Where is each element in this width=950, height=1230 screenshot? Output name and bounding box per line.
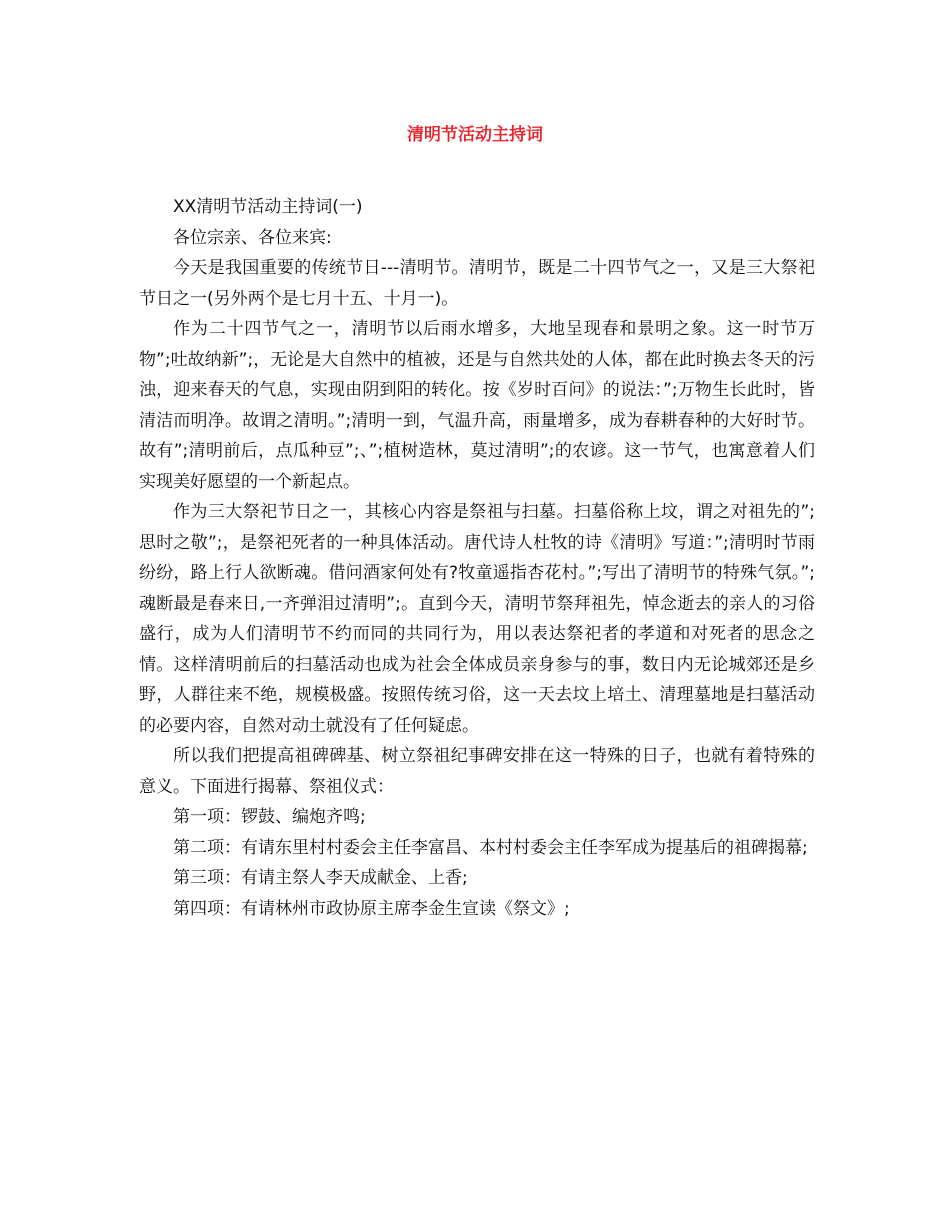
paragraph-item-four: 第四项：有请林州市政协原主席李金生宣读《祭文》;	[173, 898, 570, 919]
paragraph-ceremony-intro: 所以我们把提高祖碑碑基、树立祭祖纪事碑安排在这一特殊的日子，也就有着特殊的意义。下面进行揭幕、祭祖仪式：	[139, 746, 815, 797]
paragraph-item-two: 第二项：有请东里村村委会主任李富昌、本村村委会主任李军成为提基后的祖碑揭幕;	[173, 837, 808, 858]
document-title: 清明节活动主持词	[407, 125, 543, 145]
paragraph-greeting: 各位宗亲、各位来宾:	[173, 227, 332, 248]
document-body	[139, 192, 815, 924]
paragraph-item-three: 第三项：有请主祭人李天成献金、上香;	[173, 868, 468, 888]
paragraph-intro: 今天是我国重要的传统节日---清明节。清明节，既是二十四节气之一，又是三大祭祀节日之一(另外两个是七月十五、十月一)。	[139, 258, 815, 309]
paragraph-ancestor-worship: 作为三大祭祀节日之一，其核心内容是祭祖与扫墓。扫墓俗称上坟，谓之对祖先的”;思时之敬”;，是祭祀死者的一种具体活动。唐代诗人杜牧的诗《清明》写道：”;清明时节雨纷纷，路上行人欲断魂。借问酒家何处有?牧童遥指杏花村。”;写出了清明节的特殊气氛。”;魂断最是春来日,一齐弹泪过清明”;。直到今天，清明节祭拜祖先，悼念逝去的亲人的习俗盛行，成为人们清明节不约而同的共同行为，用以表达祭祀者的孝道和对死者的思念之情。这样清明前后的扫墓活动也成为社会全体成员亲身参与的事，数日内无论城郊还是乡野，人群往来不绝，规模极盛。按照传统习俗，这一天去坟上培土、清理墓地是扫墓活动的必要内容，自然对动土就没有了任何疑虑。	[139, 502, 815, 736]
paragraph-solar-term: 作为二十四节气之一，清明节以后雨水增多，大地呈现春和景明之象。这一时节万物”;吐故纳新”;，无论是大自然中的植被，还是与自然共处的人体，都在此时换去冬天的污浊，迎来春天的气息，实现由阴到阳的转化。按《岁时百问》的说法：”;万物生长此时，皆清洁而明净。故谓之清明。”;清明一到，气温升高，雨量增多，成为春耕春种的大好时节。故有”;清明前后，点瓜种豆”;、”;植树造林，莫过清明”;的农谚。这一节气，也寓意着人们实现美好愿望的一个新起点。	[139, 319, 815, 492]
paragraph-item-one: 第一项：锣鼓、编炮齐鸣;	[173, 807, 366, 827]
paragraph-subtitle: XX清明节活动主持词(一)	[173, 197, 363, 217]
